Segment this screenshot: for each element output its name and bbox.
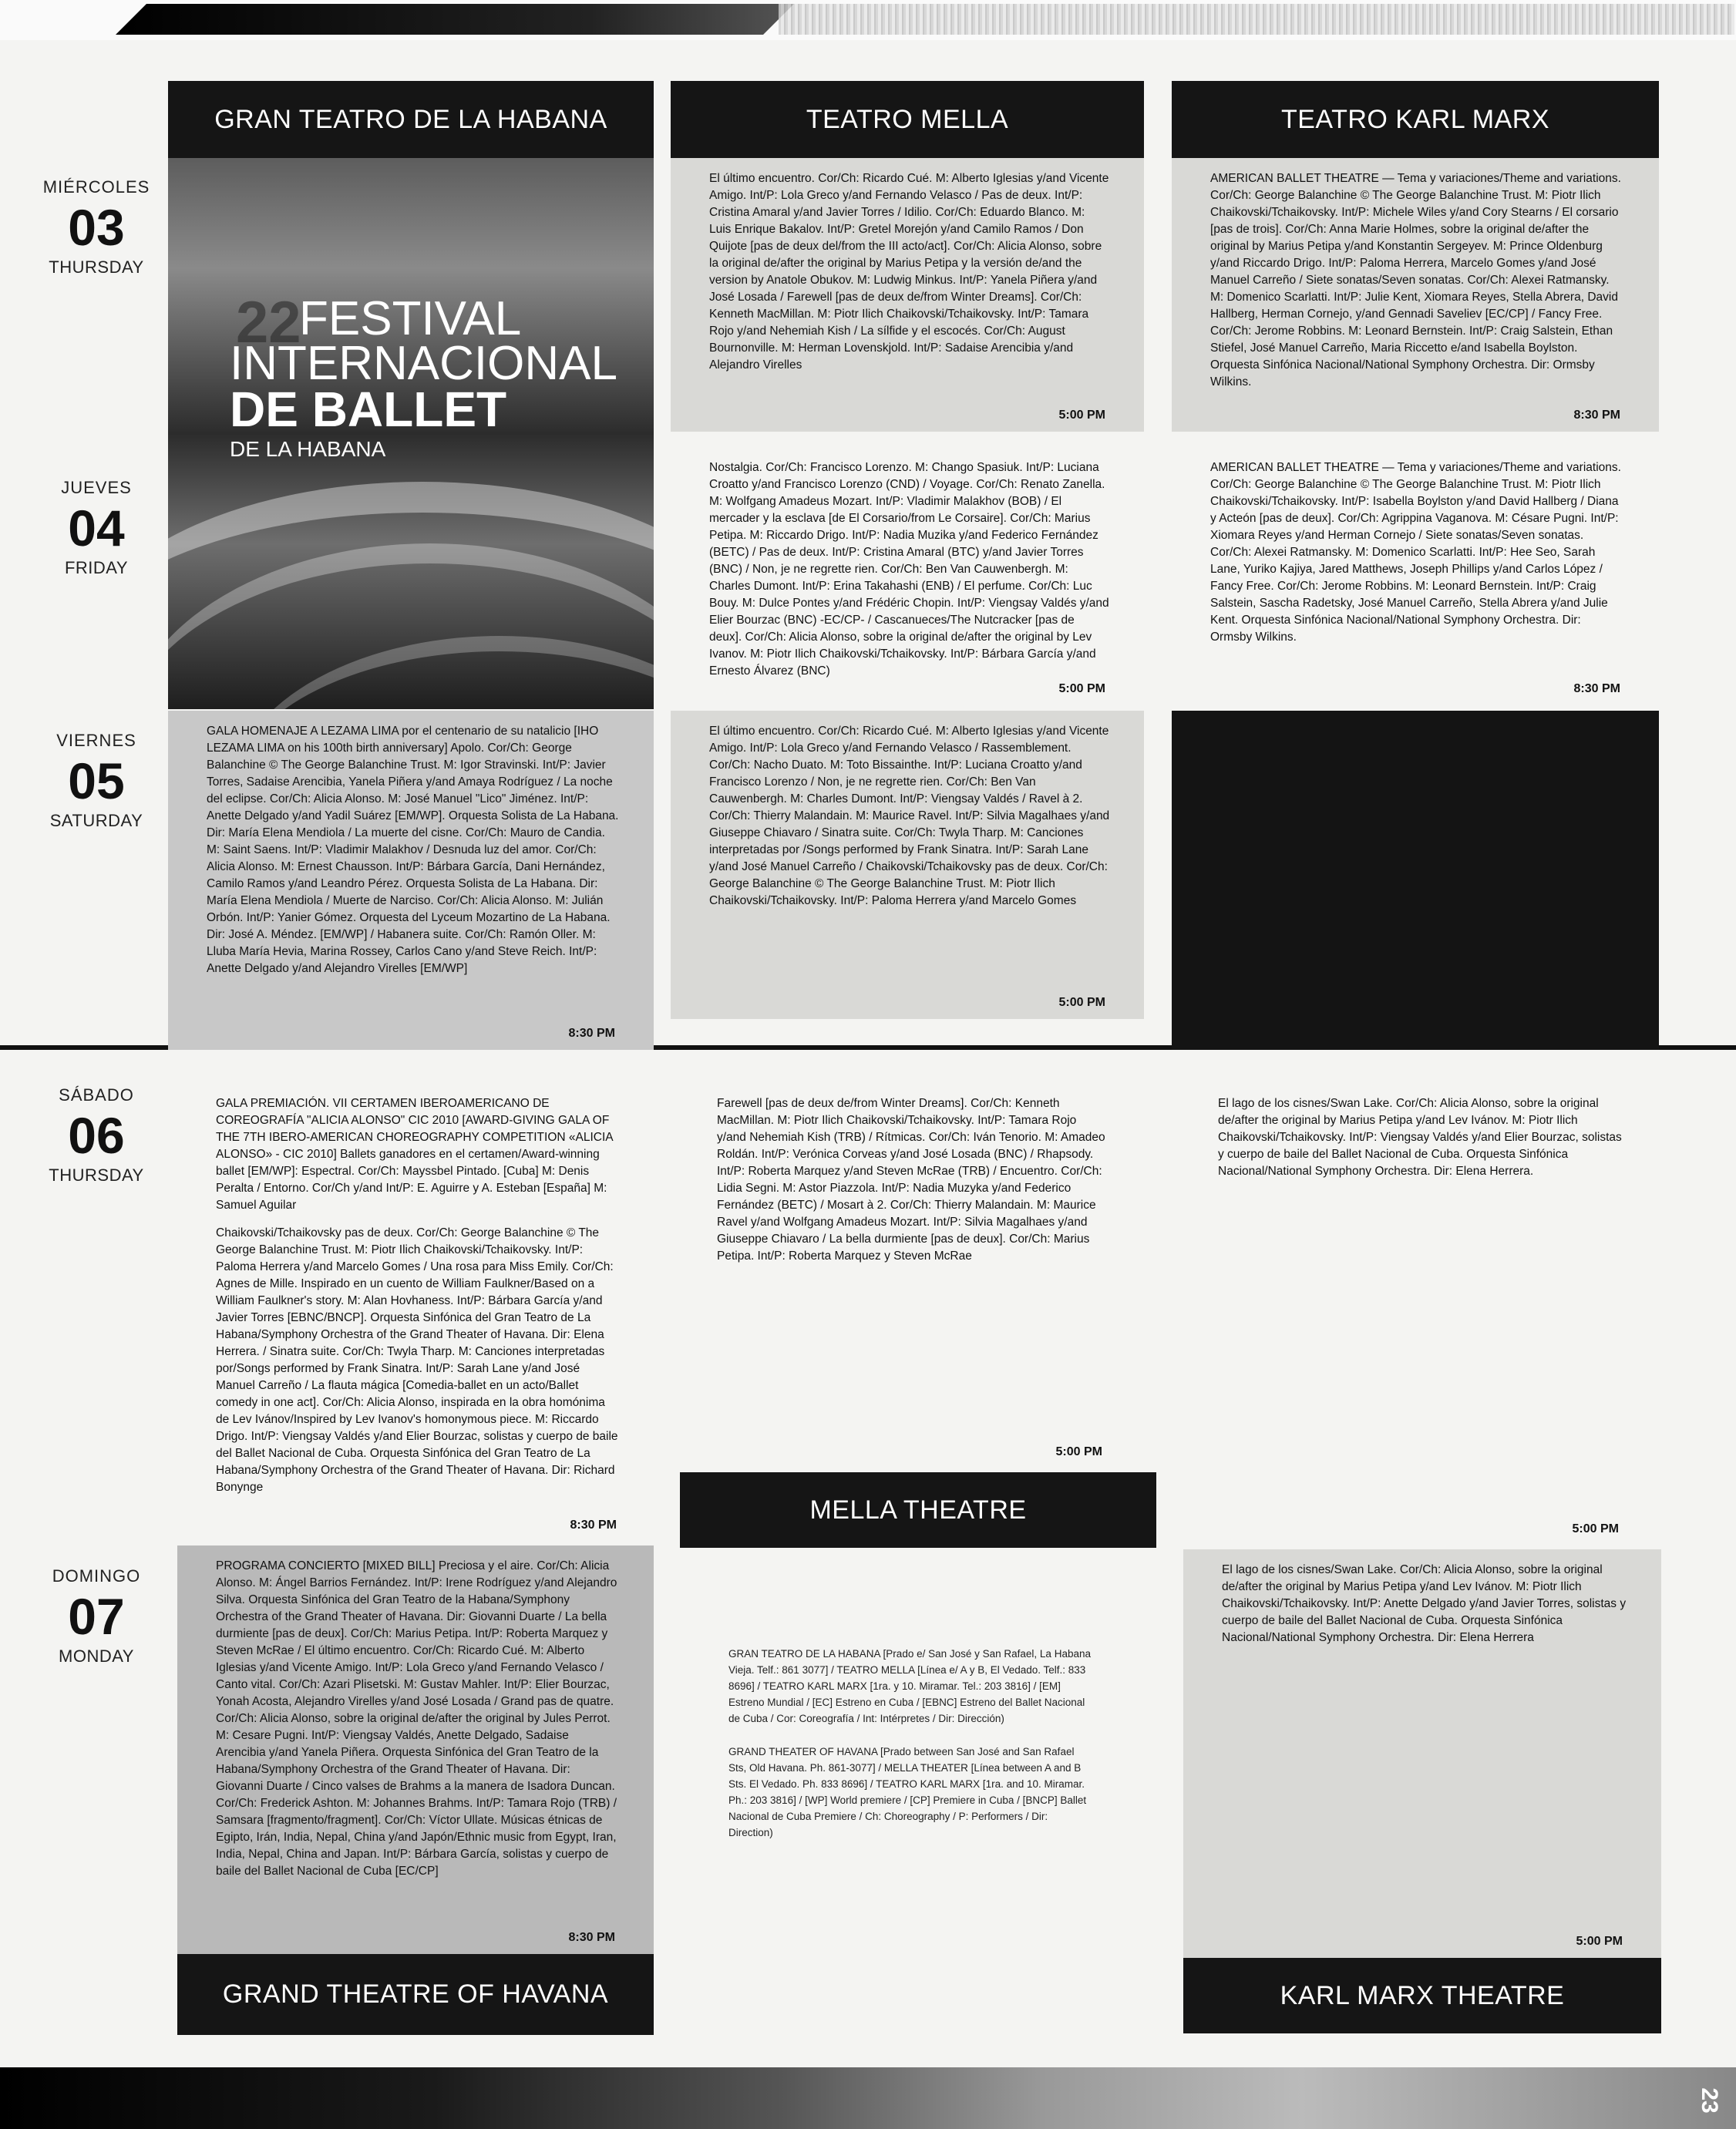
program-text: El lago de los cisnes/Swan Lake. Cor/Ch: Alicia Alonso, sobre la original de/after the original by Marius Petipa y/and Lev Ivánov. M: Piotr Ilich Chaikovski/Tchaikovsky. Int/P: Viengsay Valdés y/and Elier Bourzac, solistas y cuerpo de baile del Ballet Nacional de Cuba. Orquesta Sinfónica Nacional/National Symphony Orchestra. Dir: Elena Herrera. [1218,1097,1622,1178]
show-time: 8:30 PM [568,1931,615,1944]
program-text: Nostalgia. Cor/Ch: Francisco Lorenzo. M: Chango Spasiuk. Int/P: Luciana Croatto y/and Francisco Lorenzo (CND) / Voyage. Cor/Ch: Renato Zanella. M: Wolfgang Amadeus Mozart. Int/P: Vladimir Malakhov (BOB) / El mercader y la esclava [de El Corsario/from Le Corsaire]. Cor/Ch: Marius Petipa. M: Riccardo Drigo. Int/P: Nadia Muzika y/and Federico Fernández (BETC) / Pas de deux. Int/P: Cristina Amaral (BTC) y/and Javier Torres (BNC) / Non, je ne regrette rien. Cor/Ch: Ben Van Cauwenbergh. M: Charles Dumont. Int/P: Erina Takahashi (ENB) / El perfume. Cor/Ch: Luc Bouy. M: Dulce Pontes y/and Frédéric Chopin. Int/P: Viengsay Valdés y/and Elier Bourzac (BNC) -EC/CP- / Cascanueces/The Nutcracker [pas de deux]. Cor/Ch: Alicia Alonso, sobre la original de/after the original by Lev Ivanov. M: Piotr Ilich Chaikovski/Tchaikovsky. Int/P: Bárbara García y/and Ernesto Álvarez (BNC) [709,461,1109,678]
day-name-en: SATURDAY [49,811,143,830]
poster-line-3: DE BALLET [230,382,507,437]
venue-header-karl-marx: TEATRO KARL MARX [1172,81,1659,158]
show-time: 5:00 PM [1058,409,1105,422]
program-karl-marx-07 [1183,1549,1661,1958]
program-text: El último encuentro. Cor/Ch: Ricardo Cué. M: Alberto Iglesias y/and Vicente Amigo. Int/P: Lola Greco y/and Fernando Velasco / Pas de deux. Int/P: Cristina Amaral y/and Javier Torres / Idilio. Cor/Ch: Eduardo Blanco. M: Luis Enrique Bakalov. Int/P: Gretel Morejón y/and Camilo Ramos / Don Quijote [pas de deux del/from the III acto/act]. Cor/Ch: Alicia Alonso, sobre la original de/after the original by Marius Petipa y la versión de/and the version by Anatole Obukov. M: Ludwig Minkus. Int/P: Yanela Piñera y/and José Losada / Farewell [pas de deux de/from Winter Dreams]. Cor/Ch: Kenneth MacMillan. M: Piotr Ilich Chaikovski/Tchaikovsky. Int/P: Tamara Rojo y/and Nehemiah Kish / La sílfide y el escocés. Cor/Ch: August Bournonville. M: Herman Lovenskjold. Int/P: Sadaise Arencibia y/and Alejandro Virelles [709,172,1109,372]
program-text: AMERICAN BALLET THEATRE — Tema y variaciones/Theme and variations. Cor/Ch: George Balanchine © The George Balanchine Trust. M: Piotr Ilich Chaikovski/Tchaikovsky. Int/P: Isabella Boylston y/and David Hallberg / Diana y Actеón [pas de deux]. Cor/Ch: Agrippina Vaganova. M: Césare Pugni. Int/P: Xiomara Reyes y/and Herman Cornejo / Siete sonatas/Seven sonatas. Cor/Ch: Alexei Ratmansky. M: Domenico Scarlatti. Int/P: Hee Seo, Sarah Lane, Yuriko Kajiya, Jared Matthews, Joseph Phillips y/and Carlos López / Fancy Free. Cor/Ch: Jerome Robbins. M: Leonard Bernstein. Int/P: Craig Salstein, Sascha Radetsky, José Manuel Carreño, Stella Abrera y/and Julie Kent. Orquesta Sinfónica Nacional/National Symphony Orchestra. Dir: Ormsby Wilkins. [1210,461,1621,644]
show-time: 8:30 PM [570,1519,617,1532]
day-name-es: VIERNES [56,731,136,750]
day-number: 05 [68,752,125,809]
program-text: Farewell [pas de deux de/from Winter Dreams]. Cor/Ch: Kenneth MacMillan. M: Piotr Ilich Chaikovski/Tchaikovsky. Int/P: Tamara Rojo y/and Nehemiah Kish (TRB) / Rítmicas. Cor/Ch: Iván Tenorio. M: Amadeo Roldán. Int/P: Verónica Corveas y/and José Losada (BNC) / Rhapsody. Int/P: Roberta Marquez y/and Steven McRae (TRB) / Encuentro. Cor/Ch: Lidia Segni. M: Astor Piazzola. Int/P: Nadia Muzyka y/and Federico Fernández (BETC) / Mosart à 2. Cor/Ch: Thierry Malandain. M: Maurice Ravel y/and Wolfgang Amadeus Mozart. Int/P: Silvia Magalhaes y/and Giuseppe Chiavaro / La bella durmiente [pas de deux]. Cor/Ch: Marius Petipa. Int/P: Roberta Marquez y Steven McRae [717,1097,1105,1263]
venue-header-mella: TEATRO MELLA [671,81,1144,158]
day-name-es: JUEVES [61,478,132,497]
program-karl-marx-06 [1179,1083,1657,1545]
legend-es: GRAN TEATRO DE LA HABANA [Prado e/ San José y San Rafael, La Habana Vieja. Telf.: 861 3077] / TEATRO MELLA [Línea e/ A y B, El Vedado. Telf.: 833 8696] / TEATRO KARL MARX [1ra. y 10. Miramar. Tel.: 203 3816] / [EM] Estreno Mundial / [EC] Estreno en Cuba / [EBNC] Estreno del Ballet Nacional de Cuba / Cor: Coreografía / Int: Intérpretes / Dir: Dirección) [728,1648,1091,1724]
poster-title [230,292,617,462]
day-label-06 [27,1085,166,1186]
show-time: 5:00 PM [1058,682,1105,695]
program-text: GALA HOMENAJE A LEZAMA LIMA por el centenario de su natalicio [IHO LEZAMA LIMA on his 100th birth anniversary] Apolo. Cor/Ch: George Balanchine © The George Balanchine Trust. M: Igor Stravinski. Int/P: Javier Torres, Sadaise Arencibia, Yanela Piñera y/and Amaya Rodríguez / La noche del eclipse. Cor/Ch: Alicia Alonso. M: José Manuel "Lico" Jiménez. Int/P: Anette Delgado y/and Yadil Suárez [EM/WP]. Orquesta Solista de La Habana. Dir: María Elena Mendiola / La muerte del cisne. Cor/Ch: Mauro de Candia. M: Saint Saens. Int/P: Vladimir Malakhov / Desnuda luz del amor. Cor/Ch: Alicia Alonso. M: Ernest Chausson. Int/P: Bárbara García, Dani Hernández, Camilo Ramos y/and Leandro Pérez. Orquesta Solista de La Habana. Dir: María Elena Mendiola / Muerte de Narciso. Cor/Ch: Alicia Alonso. M: Julián Orbón. Int/P: Yanier Gómez. Orquesta del Lyceum Mozartino de La Habana. Dir: José A. Méndez. [EM/WP] / Habanera suite. Cor/Ch: Ramón Oller. M: Lluba María Hevia, Marina Rossey, Carlos Cano y/and Steve Reich. Int/P: Anette Delgado y/and Alejandro Virelles [EM/WP] [207,725,619,975]
program-text: GALA PREMIACIÓN. VII CERTAMEN IBEROAMERICANO DE COREOGRAFÍA "ALICIA ALONSO" CIC 2010 [AWARD-GIVING GALA OF THE 7TH IBERO-AMERICAN CHOREOGRAPHY COMPETITION «ALICIA ALONSO» - CIC 2010] Ballets ganadores en el certamen/Award-winning ballet [EM/WP]: Espectral. Cor/Ch: Mayssbel Pintado. [Cuba] M: Denis Peralta / Entorno. Cor/Ch y/and Int/P: E. Aguirre y A. Esteban [España] M: Samuel Aguilar [216,1097,613,1212]
day-name-en: THURSDAY [49,257,144,277]
day-label-05 [27,731,166,831]
poster-line-4: DE LA HABANA [230,437,386,461]
program-text: Chaikovski/Tchaikovsky pas de deux. Cor/Ch: George Balanchine © The George Balanchine Trust. M: Piotr Ilich Chaikovski/Tchaikovsky. Int/P: Paloma Herrera y/and Marcelo Gomes / Una rosa para Miss Emily. Cor/Ch: Agnes de Mille. Inspirado en un cuento de William Faulkner/Based on a William Faulkner's story. M: Alan Hovhaness. Int/P: Bárbara García y/and Javier Torres [EBNC/BNCP]. Orquesta Sinfónica del Gran Teatro de La Habana/Symphony Orchestra of the Grand Theater of Havana. Dir: Elena Herrera. / Sinatra suite. Cor/Ch: Twyla Tharp. M: Canciones interpretadas por/Songs performed by Frank Sinatra. Int/P: Sarah Lane y/and José Manuel Carreño / La flauta mágica [Comedia-ballet en un acto/Ballet comedy in one act]. Cor/Ch: Alicia Alonso, inspirada en la obra homónima de Lev Ivánov/Inspired by Lev Ivanov's homonymous piece. M: Riccardo Drigo. Int/P: Viengsay Valdés y/and Elier Bourzac, solistas y cuerpo de baile del Ballet Nacional de Cuba. Orquesta Sinfónica del Gran Teatro de La Habana/Symphony Orchestra of the Grand Theater of Havana. Dir: Richard Bonynge [216,1226,618,1494]
top-decorative-bar [116,4,794,35]
program-text: PROGRAMA CONCIERTO [MIXED BILL] Preciosa y el aire. Cor/Ch: Alicia Alonso. M: Ángel Barrios Fernández. Int/P: Irene Rodríguez y/and Alejandro Silva. Orquesta Sinfónica del Gran Teatro de la Habana/Symphony Orchestra of the Grand Theater of Havana. Dir: Giovanni Duarte / La bella durmiente [pas de deux]. Cor/Ch: Marius Petipa. Int/P: Roberta Marquez y Steven McRae / El último encuentro. Cor/Ch: Ricardo Cué. M: Alberto Iglesias y/and Vicente Amigo. Int/P: Lola Greco y/and Fernando Velasco / Canto vital. Cor/Ch: Azari Plisetski. M: Gustav Mahler. Int/P: Elier Bourzac, Yonah Acosta, Alejandro Virelles y/and José Losada / Grand pas de quatre. Cor/Ch: Alicia Alonso, sobre la original de/after the original by Jules Perrot. M: Cesare Pugni. Int/P: Viengsay Valdés, Anette Delgado, Sadaise Arencibia y/and Yanela Piñera. Orquesta Sinfónica del Gran Teatro de la Habana/Symphony Orchestra of the Grand Theater of Havana. Dir: Giovanni Duarte / Cinco valses de Brahms a la manera de Isadora Duncan. Cor/Ch: Frederick Ashton. M: Johannes Brahms. Int/P: Tamara Rojo (TRB) / Samsara [fragmento/fragment]. Cor/Ch: Víctor Ullate. Músicas étnicas de Egipto, Irán, India, Nepal, China y/and Japón/Ethnic music from Egypt, Iran, India, Nepal, China and Japan. Int/P: Bárbara García, solistas y cuerpo de baile del Ballet Nacional de Cuba [EC/CP] [216,1559,617,1878]
bottom-decorative-bar [0,2067,1736,2129]
program-mella-06 [678,1083,1141,1468]
day-number: 06 [68,1107,125,1164]
program-mella-03 [671,158,1144,432]
venue-legend [728,1646,1091,1841]
program-gran-teatro-07 [177,1545,654,1954]
karl-marx-05-dark-block [1172,711,1659,1050]
program-mella-04 [671,447,1144,705]
show-time: 8:30 PM [1573,409,1620,422]
day-name-es: MIÉRCOLES [42,177,150,197]
show-time: 8:30 PM [1573,682,1620,695]
legend-en: GRAND THEATER OF HAVANA [Prado between San José and San Rafael Sts, Old Havana. Ph. 861-3077] / MELLA THEATER [Línea between A and B Sts. El Vedado. Ph. 833 8696] / TEATRO KARL MARX [1ra. and 10. Miramar. Ph.: 203 3816] / [WP] World premiere / [CP] Premiere in Cuba / [BNCP] Ballet Nacional de Cuba Premiere / Ch: Choreography / P: Performers / Dir: Direction) [728,1746,1087,1838]
program-gran-teatro-05 [168,711,654,1050]
day-number: 03 [68,199,125,256]
program-karl-marx-03 [1172,158,1659,432]
program-text: El lago de los cisnes/Swan Lake. Cor/Ch: Alicia Alonso, sobre la original de/after the original by Marius Petipa y/and Lev Ivánov. M: Piotr Ilich Chaikovski/Tchaikovsky. Int/P: Anette Delgado y/and Javier Torres, solistas y cuerpo de baile del Ballet Nacional de Cuba. Orquesta Sinfónica Nacional/National Symphony Orchestra. Dir: Elena Herrera [1222,1563,1627,1644]
festival-poster [168,158,654,709]
show-time: 5:00 PM [1058,996,1105,1009]
show-time: 5:00 PM [1572,1522,1619,1535]
program-mella-05 [671,711,1144,1019]
day-name-en: MONDAY [59,1646,134,1666]
poster-line-1: FESTIVAL [299,292,522,345]
venue-footer-karl-marx: KARL MARX THEATRE [1183,1958,1661,2033]
day-label-04 [27,478,166,578]
program-gran-teatro-06 [177,1083,655,1542]
venue-header-gran-teatro: GRAN TEATRO DE LA HABANA [168,81,654,158]
day-name-es: DOMINGO [52,1566,141,1586]
day-name-es: SÁBADO [59,1085,134,1105]
show-time: 5:00 PM [1576,1935,1623,1948]
day-label-03 [27,177,166,277]
venue-footer-mella: MELLA THEATRE [680,1472,1156,1548]
day-number: 07 [68,1588,125,1645]
venue-footer-gran-teatro: GRAND THEATRE OF HAVANA [177,1954,654,2035]
day-name-en: THURSDAY [49,1165,144,1185]
program-karl-marx-04 [1172,447,1659,705]
poster-edition-number: 22 [236,290,301,355]
program-text: AMERICAN BALLET THEATRE — Tema y variaciones/Theme and variations. Cor/Ch: George Balanchine © The George Balanchine Trust. M: Piotr Ilich Chaikovski/Tchaikovsky. Int/P: Michele Wiles y/and Cory Stearns / El corsario [pas de trois]. Cor/Ch: Anna Marie Holmes, sobre la original de/after the original by Marius Petipa y/and Konstantin Sergeyev. M: Prince Oldenburg y/and Riccardo Drigo. Int/P: Paloma Herrera, Marcelo Gomes y/and José Manuel Carreño / Siete sonatas/Seven sonatas. Cor/Ch: Alexei Ratmansky. M: Domenico Scarlatti. Int/P: Julie Kent, Xiomara Reyes, Stella Abrera, David Hallberg, Herman Cornejo, y/and Gennadi Saveliev [EC/CP] / Fancy Free. Cor/Ch: Jerome Robbins. M: Leonard Bernstein. Int/P: Craig Salstein, Ethan Stiefel, José Manuel Carreño, Maria Riccetto e/and Isabella Boylston. Orquesta Sinfónica Nacional/National Symphony Orchestra. Dir: Ormsby Wilkins. [1210,172,1621,388]
show-time: 5:00 PM [1055,1445,1102,1458]
day-number: 04 [68,499,125,557]
page-number: 23 [1697,2087,1722,2114]
day-label-07 [27,1566,166,1667]
day-name-en: FRIDAY [64,558,129,577]
program-text: El último encuentro. Cor/Ch: Ricardo Cué. M: Alberto Iglesias y/and Vicente Amigo. Int/P: Lola Greco y/and Fernando Velasco / Rassemblement. Cor/Ch: Nacho Duato. M: Toto Bissainthe. Int/P: Luciana Croatto y/and Francisco Lorenzo / Non, je ne regrette rien. Cor/Ch: Ben Van Cauwenbergh. M: Charles Dumont. Int/P: Viengsay Valdés / Ravel à 2. Cor/Ch: Thierry Malandain. M: Maurice Ravel. Int/P: Silvia Magalhaes y/and Giuseppe Chiavaro / Sinatra suite. Cor/Ch: Twyla Tharp. M: Canciones interpretadas por /Songs performed by Frank Sinatra. Int/P: Sarah Lane y/and José Manuel Carreño / Chaikovski/Tchaikovsky pas de deux. Cor/Ch: George Balanchine © The George Balanchine Trust. M: Piotr Ilich Chaikovski/Tchaikovsky. Int/P: Paloma Herrera y/and Marcelo Gomes [709,725,1110,907]
show-time: 8:30 PM [568,1027,615,1040]
top-halftone-strip [779,4,1734,35]
poster-line-2: INTERNACIONAL [230,337,617,390]
